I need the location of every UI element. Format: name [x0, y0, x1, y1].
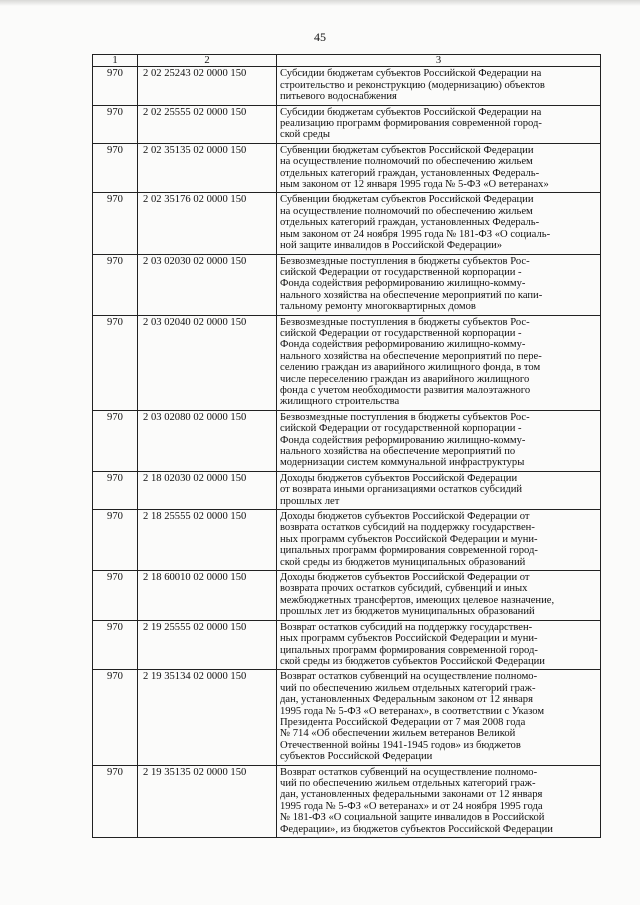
budget-code-cell: 2 02 25243 02 0000 150 — [138, 67, 277, 105]
description-line: питьевого водоснабжения — [280, 91, 397, 103]
description-line: ным законом от 12 января 1995 года № 5-ФЗ «О ветеранах» — [280, 179, 549, 191]
description-line: № 181-ФЗ «О социальной защите инвалидов в Российской — [280, 812, 545, 824]
description-cell — [277, 410, 601, 471]
description-line: на осуществление полномочий по обеспечению жильем — [280, 205, 533, 217]
admin-code-cell: 970 — [93, 765, 138, 837]
admin-code-cell: 970 — [93, 105, 138, 143]
description-line: Доходы бюджетов субъектов Российской Федерации — [280, 472, 518, 484]
budget-code-cell: 2 18 25555 02 0000 150 — [138, 510, 277, 571]
description-line: сийской Федерации от государственной корпорации - — [280, 327, 522, 339]
table-row — [93, 315, 601, 410]
page-number: 45 — [314, 30, 326, 44]
budget-code-cell: 2 02 35135 02 0000 150 — [138, 143, 277, 193]
description-line: сийской Федерации от государственной корпорации - — [280, 423, 522, 435]
admin-code-cell: 970 — [93, 193, 138, 254]
description-line: ным законом от 24 ноября 1995 года № 181-ФЗ «О социаль- — [280, 228, 551, 240]
description-line: ской среды из бюджетов муниципальных образований — [280, 556, 526, 568]
description-cell — [277, 571, 601, 621]
table-row — [93, 105, 601, 143]
description-cell — [277, 143, 601, 193]
description-line: чий по обеспечению жильем отдельных категорий граж- — [280, 682, 536, 694]
description-line: 1995 года № 5-ФЗ «О ветеранах», в соответствии с Указом — [280, 705, 545, 717]
description-line: Доходы бюджетов субъектов Российской Федерации от — [280, 511, 530, 523]
admin-code-cell: 970 — [93, 315, 138, 410]
description-line: числе переселению граждан из аварийного жилищного — [280, 373, 530, 385]
table-header-row — [93, 55, 601, 67]
budget-code-cell: 2 18 02030 02 0000 150 — [138, 471, 277, 509]
budget-code-cell: 2 19 25555 02 0000 150 — [138, 620, 277, 670]
description-line: Президента Российской Федерации от 7 мая 2008 года — [280, 716, 526, 728]
description-line: нального хозяйства на обеспечение мероприятий по пере- — [280, 350, 542, 362]
description-cell — [277, 105, 601, 143]
description-line: возврата остатков субсидий на поддержку государствен- — [280, 522, 535, 534]
admin-code-cell: 970 — [93, 143, 138, 193]
description-line: от возврата иными организациями остатков субсидий — [280, 484, 523, 496]
description-line: сийской Федерации от государственной корпорации - — [280, 266, 522, 278]
description-line: № 714 «Об обеспечении жильем ветеранов Великой — [280, 728, 516, 740]
admin-code-cell: 970 — [93, 670, 138, 765]
description-line: отдельных категорий граждан, установленных Федераль- — [280, 217, 540, 229]
description-line: ной защите инвалидов в Российской Федерации» — [280, 240, 503, 252]
table-row — [93, 670, 601, 765]
admin-code-cell: 970 — [93, 571, 138, 621]
column-header-1: 1 — [93, 55, 138, 67]
description-line: Субвенции бюджетам субъектов Российской Федерации — [280, 144, 534, 156]
description-line: Субсидии бюджетам субъектов Российской Федерации на — [280, 106, 542, 118]
table-row — [93, 765, 601, 837]
table-row — [93, 254, 601, 315]
admin-code-cell: 970 — [93, 510, 138, 571]
description-line: прошлых лет — [280, 495, 340, 507]
admin-code-cell: 970 — [93, 254, 138, 315]
description-line: ской среды — [280, 129, 330, 141]
budget-code-cell: 2 03 02040 02 0000 150 — [138, 315, 277, 410]
description-line: Возврат остатков субвенций на осуществление полномо- — [280, 766, 538, 778]
table-row — [93, 620, 601, 670]
description-line: нального хозяйства на обеспечение мероприятий по — [280, 446, 516, 457]
description-line: Субсидии бюджетам субъектов Российской Федерации на — [280, 68, 542, 80]
description-line: ской среды из бюджетов субъектов Российской Федерации — [280, 655, 545, 667]
description-line: Безвозмездные поступления в бюджеты субъектов Рос- — [280, 316, 530, 328]
description-line: нального хозяйства на обеспечение мероприятий по капи- — [280, 289, 543, 301]
description-line: строительство и реконструкцию (модернизацию) объектов — [280, 79, 545, 91]
description-line: возврата прочих остатков субсидий, субвенций и иных — [280, 583, 528, 595]
description-cell — [277, 670, 601, 765]
budget-code-cell: 2 03 02080 02 0000 150 — [138, 410, 277, 471]
description-line: Субвенции бюджетам субъектов Российской Федерации — [280, 194, 534, 206]
description-line: тальному ремонту многоквартирных домов — [280, 301, 476, 313]
description-line: Безвозмездные поступления в бюджеты субъектов Рос- — [280, 255, 530, 267]
description-line: Безвозмездные поступления в бюджеты субъектов Рос- — [280, 411, 530, 423]
description-line: дан, установленных Федеральным законом от 12 января — [280, 694, 533, 706]
table-body — [93, 67, 601, 838]
admin-code-cell: 970 — [93, 410, 138, 471]
budget-code-cell: 2 02 35176 02 0000 150 — [138, 193, 277, 254]
description-cell — [277, 315, 601, 410]
description-line: ципальных программ формирования современной город- — [280, 644, 538, 656]
description-line: ных программ субъектов Российской Федерации и муни- — [280, 533, 538, 545]
description-line: селению граждан из аварийного жилищного фонда, в том — [280, 362, 541, 374]
description-line: Доходы бюджетов субъектов Российской Федерации от — [280, 572, 530, 584]
budget-code-cell: 2 02 25555 02 0000 150 — [138, 105, 277, 143]
description-line: ных программ субъектов Российской Федерации и муни- — [280, 633, 538, 645]
description-line: 1995 года № 5-ФЗ «О ветеранах» и от 24 ноября 1995 года — [280, 800, 543, 812]
budget-code-cell: 2 03 02030 02 0000 150 — [138, 254, 277, 315]
scan-edge — [0, 0, 640, 6]
description-cell — [277, 193, 601, 254]
description-cell — [277, 254, 601, 315]
budget-code-cell: 2 19 35135 02 0000 150 — [138, 765, 277, 837]
description-line: фонда с учетом необходимости развития малоэтажного — [280, 384, 531, 396]
table-row — [93, 471, 601, 509]
description-cell — [277, 471, 601, 509]
description-cell — [277, 620, 601, 670]
description-line: Отечественной войны 1941-1945 годов» из бюджетов — [280, 739, 521, 751]
description-line: жилищного строительства — [280, 396, 400, 408]
description-line: Фонда содействия реформированию жилищно-комму- — [280, 278, 526, 290]
description-line: межбюджетных трансфертов, имеющих целевое назначение, — [280, 594, 555, 606]
description-line: реализацию программ формирования современной город- — [280, 118, 542, 130]
description-cell — [277, 765, 601, 837]
admin-code-cell: 970 — [93, 67, 138, 105]
description-line: прошлых лет из бюджетов муниципальных образований — [280, 606, 535, 618]
table-row — [93, 67, 601, 105]
budget-code-cell: 2 18 60010 02 0000 150 — [138, 571, 277, 621]
admin-code-cell: 970 — [93, 471, 138, 509]
table-row — [93, 510, 601, 571]
table-row — [93, 571, 601, 621]
budget-code-cell: 2 19 35134 02 0000 150 — [138, 670, 277, 765]
description-line: субъектов Российской Федерации — [280, 751, 433, 763]
column-header-3: 3 — [277, 55, 601, 67]
table-row — [93, 410, 601, 471]
description-cell — [277, 510, 601, 571]
table-row — [93, 143, 601, 193]
description-line: Возврат остатков субсидий на поддержку государствен- — [280, 621, 533, 633]
column-header-2: 2 — [138, 55, 277, 67]
description-line: чий по обеспечению жильем отдельных категорий граж- — [280, 777, 536, 789]
income-codes-table — [92, 54, 601, 838]
description-line: Фонда содействия реформированию жилищно-комму- — [280, 339, 526, 351]
description-line: ципальных программ формирования современной город- — [280, 545, 538, 557]
description-line: на осуществление полномочий по обеспечению жильем — [280, 156, 533, 168]
description-line: Фонда содействия реформированию жилищно-комму- — [280, 434, 526, 446]
table-row — [93, 193, 601, 254]
description-line: дан, установленных федеральными законами от 12 января — [280, 789, 543, 801]
description-line: Возврат остатков субвенций на осуществление полномо- — [280, 671, 538, 683]
description-line: модернизации систем коммунальной инфраструктуры — [280, 457, 525, 469]
admin-code-cell: 970 — [93, 620, 138, 670]
description-line: Федерации», из бюджетов субъектов Российской Федерации — [280, 823, 553, 835]
description-cell — [277, 67, 601, 105]
description-line: отдельных категорий граждан, установленных Федераль- — [280, 167, 540, 179]
